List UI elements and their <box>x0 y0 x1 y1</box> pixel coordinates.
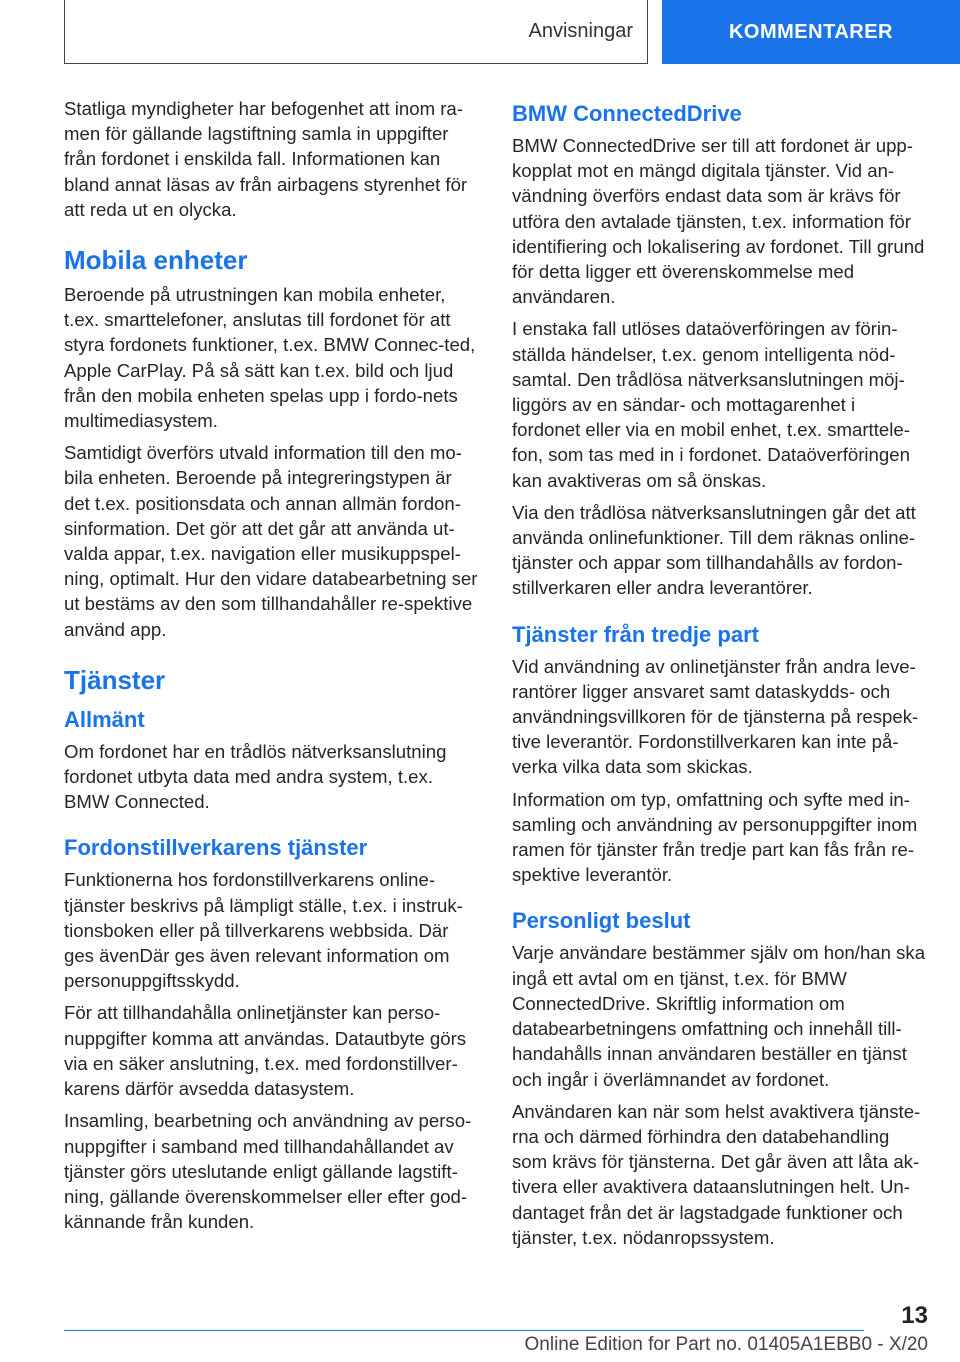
paragraph-intro: Statliga myndigheter har befogenhet att inom ra-men för gällande lagstiftning samla in uppgifter från fordonet i enskilda fall. Informationen kan bland annat läsas av från airbagens styrenhet för att reda ut en olycka. <box>64 98 468 220</box>
heading-tjanster: Tjänster <box>64 664 166 695</box>
heading-bmw-connecteddrive: BMW ConnectedDrive <box>512 101 742 126</box>
footer-divider <box>64 1330 864 1331</box>
heading-allmant: Allmänt <box>64 706 145 732</box>
right-column <box>512 96 928 1257</box>
heading-personligt-beslut: Personligt beslut <box>512 908 691 934</box>
heading-tjanster-tredje-part: Tjänster från tredje part <box>512 621 759 647</box>
paragraph-fordon-3: Insamling, bearbetning och användning av perso-nuppgifter i samband med tillhandahållandet av tjänster görs uteslutande enligt gällande lagstift-ning, gällande överenskommelser eller efter god-kännande från kunden. <box>64 1110 472 1233</box>
heading-fordonstillverkarens-tjanster: Fordonstillverkarens tjänster <box>64 835 368 861</box>
paragraph-beslut-2: Användaren kan när som helst avaktivera tjänste-rna och därmed förhindra den databehandling som krävs för tjänsterna. Det går även att låta ak-tivera eller avaktivera dataanslutningen helt. Un-dantaget från det är lagstadgade funktioner och tjänster, t.ex. nödanropssystem. <box>512 1100 921 1248</box>
paragraph-allmant: Om fordonet har en trådlös nätverksanslutning fordonet utbyta data med andra system, t.ex. BMW Connected. <box>64 740 447 813</box>
paragraph-mobila-2: Samtidigt överförs utvald information till den mo-bila enheten. Beroende på integreringstypen är det t.ex. positionsdata och annan allmän fordon-sinformation. Det gör att det går att använda ut-valda appar, t.ex. navigation eller musikuppspel-ning, optimalt. Hur den vidare databearbetning ser ut bestäms av den som tillhandahåller re-spektive använd app. <box>64 442 478 640</box>
page-number: 13 <box>901 1302 928 1329</box>
paragraph-beslut-1: Varje användare bestämmer själv om hon/han ska ingå ett avtal om en tjänst, t.ex. för BMW ConnectedDrive. Skriftlig information om databearbetningens omfattning och innehåll till-handahålls innan användaren beställer en tjänst och ingår i överlämnandet av fordonet. <box>512 942 926 1090</box>
tab-anvisningar[interactable]: Anvisningar <box>64 0 648 64</box>
page-header <box>64 0 896 66</box>
paragraph-fordon-1: Funktionerna hos fordonstillverkarens online-tjänster beskrivs på lämpligt ställe, t.ex. i instruk-tionsboken eller på tillverkarens webbsida. Där ges ävenDär ges även relevant information om personuppgiftsskydd. <box>64 869 463 992</box>
tab-kommentarer[interactable]: KOMMENTARER <box>662 0 960 64</box>
left-column <box>64 96 478 1241</box>
footer-edition: Online Edition for Part no. 01405A1EBB0 - X/20 <box>524 1334 928 1355</box>
paragraph-tredje-2: Information om typ, omfattning och syfte med in-samling och användning av personuppgifter inom ramen för tjänster från tredje part kan fås från re-spektive leverantör. <box>512 788 918 886</box>
paragraph-fordon-2: För att tillhandahålla onlinetjänster kan perso-nuppgifter komma att användas. Datautbyte görs via en säker anslutning, t.ex. med fordonstillver-karens därför avsedda datasystem. <box>64 1002 467 1100</box>
paragraph-bmw-1: BMW ConnectedDrive ser till att fordonet är upp-kopplat mot en mängd digitala tjänster. Vid an-vändning överförs endast data som är krävs för utföra den avtalade tjänsten, t.ex. information för identifiering och lokalisering av fordonet. Till grund för detta ligger ett överenskommelse med användaren. <box>512 135 925 308</box>
paragraph-bmw-2: I enstaka fall utlöses dataöverföringen av förin-ställda händelser, t.ex. genom intelligenta nöd-samtal. Den trådlösa nätverksanslutningen möj-liggörs av en sändar- och mottagarenhet i fordonet eller via en mobil enhet, t.ex. smarttele-fon, som tas med in i fordonet. Dataöverföringen kan avaktiveras om så önskas. <box>512 318 910 491</box>
paragraph-bmw-3: Via den trådlösa nätverksanslutningen går det att använda onlinefunktioner. Till dem räknas online-tjänster och appar som tillhandahålls av fordon-stillverkaren eller andra leverantörer. <box>512 501 916 599</box>
heading-mobila-enheter: Mobila enheter <box>64 245 248 276</box>
paragraph-mobila-1: Beroende på utrustningen kan mobila enheter, t.ex. smarttelefoner, anslutas till fordonet för att styra fordonets funktioner, t.ex. BMW Connec-ted, Apple CarPlay. På så sätt kan t.ex. bild och ljud från den mobila enheten spelas upp i fordo-nets multimediasystem. <box>64 284 476 432</box>
paragraph-tredje-1: Vid användning av onlinetjänster från andra leve-rantörer ligger ansvaret samt dataskydds- och användningsvillkoren för de tjänsterna på respek-tive leverantör. Fordonstillverkaren kan inte på-verka vilka data som skickas. <box>512 655 919 778</box>
